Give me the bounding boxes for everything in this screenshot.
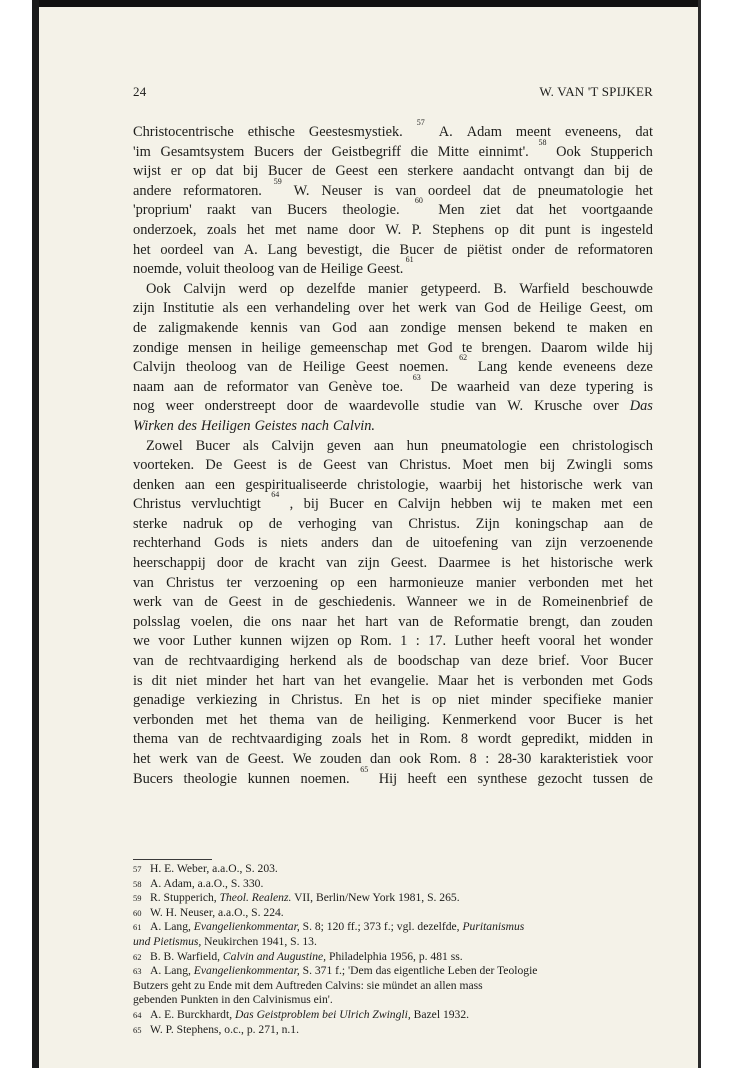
footnote-text bbox=[150, 950, 653, 965]
text-run: Philadelphia 1956, p. 481 ss. bbox=[326, 949, 463, 963]
text-line: Ook Calvijn werd op dezelfde manier getypeerd. B. Warfield beschouwde bbox=[146, 280, 653, 297]
footnote-text bbox=[150, 862, 653, 877]
footnote-ref: 59 bbox=[273, 176, 282, 186]
text-line: naam aan de reformator van Genève toe. 63 De waarheid van deze typering is bbox=[133, 378, 653, 398]
footnote bbox=[133, 906, 653, 921]
footnote-number: 60 bbox=[133, 907, 142, 918]
text-run: B. B. Warfield, bbox=[150, 949, 223, 963]
footnote-number: 65 bbox=[133, 1024, 142, 1035]
page-number: 24 bbox=[133, 84, 147, 99]
text-line: voorteken. De Geest is de Geest van Christus. Moet men bij Zwingli soms bbox=[133, 457, 653, 474]
footnote-number: 64 bbox=[133, 1009, 142, 1020]
text-line: wijst er op dat bij Bucer de Geest een sterkere aandacht ontvangt dan bij de bbox=[133, 163, 653, 180]
text-line: Wirken des Heiligen Geistes nach Calvin. bbox=[133, 417, 376, 434]
text-line: andere reformatoren. 59 W. Neuser is van oordeel dat de pneumatologie het bbox=[133, 182, 653, 202]
text-line: denken aan een gespiritualiseerde christologie, waarbij het historische werk van bbox=[133, 476, 653, 493]
text-line: Bucers theologie kunnen noemen. 65 Hij heeft een synthese gezocht tussen de bbox=[133, 770, 653, 790]
text-line: Zowel Bucer als Calvijn geven aan hun pneumatologie een christologisch bbox=[146, 437, 653, 454]
text-run: R. Stupperich, bbox=[150, 891, 220, 905]
text-line: Christus vervluchtigt 64 , bij Bucer en Calvijn hebben wij te maken met een bbox=[133, 495, 653, 515]
footnote-text bbox=[150, 891, 653, 906]
footnote bbox=[133, 1023, 653, 1038]
text-line: heerschappij door de kracht van zijn Geest. Daarmee is het historische werk bbox=[133, 555, 653, 572]
scan-border-top bbox=[32, 0, 701, 7]
footnote bbox=[133, 862, 653, 877]
text-line: de zaligmakende kennis van God aan zondige mensen bekend te maken en bbox=[133, 319, 653, 336]
text-run: Bazel 1932. bbox=[410, 1007, 470, 1021]
italic-text: Puritanismus bbox=[462, 920, 525, 934]
italic-text: Das Geistproblem bei Ulrich Zwingli, bbox=[235, 1007, 411, 1021]
footnote-number: 61 bbox=[133, 922, 142, 933]
text-line: 'im Gesamtsystem Bucers der Geistbegriff die Mitte einnimt'. 58 Ook Stupperich bbox=[133, 143, 653, 163]
footnote-ref: 63 bbox=[412, 372, 421, 382]
text-run: Neukirchen 1941, S. 13. bbox=[201, 934, 317, 948]
footnote bbox=[133, 891, 653, 906]
text-run: A. Adam, a.a.O., S. 330. bbox=[150, 876, 264, 890]
footnote-ref: 64 bbox=[271, 490, 280, 500]
footnote-text bbox=[150, 877, 653, 892]
text-line: zondige mensen in heilige gemeenschap met God te brengen. Daarom wilde hij bbox=[133, 339, 653, 356]
text-line: noemde, voluit theoloog van de Heilige Geest. 61 bbox=[133, 260, 653, 280]
footnote-ref: 57 bbox=[416, 118, 425, 127]
italic-text: Calvin and Augustine, bbox=[222, 949, 327, 963]
footnotes bbox=[133, 862, 653, 1037]
text-line: sterke nadruk op de verhoging van Christus. Zijn koningschap aan de bbox=[133, 515, 653, 532]
text-run: VII, Berlin/New York 1981, S. 265. bbox=[291, 891, 460, 905]
text-run: W. H. Neuser, a.a.O., S. 224. bbox=[150, 905, 284, 919]
text-run: H. E. Weber, a.a.O., S. 203. bbox=[150, 862, 278, 875]
footnote bbox=[133, 920, 653, 935]
text-line: nog weer onderstreept door de waardevolle studie van W. Krusche over Das bbox=[133, 398, 653, 415]
footnote-number: 63 bbox=[133, 966, 142, 977]
footnote-ref: 58 bbox=[538, 137, 547, 147]
footnote-continuation bbox=[133, 979, 653, 994]
text-run: W. P. Stephens, o.c., p. 271, n.1. bbox=[150, 1022, 300, 1036]
text-line: is dit niet minder het hart van het evangelie. Maar het is verbonden met Gods bbox=[133, 672, 653, 689]
footnote bbox=[133, 950, 653, 965]
italic-text: Theol. Realenz. bbox=[219, 891, 292, 905]
text-line: het werk van de Geest. We zouden dan ook Rom. 8 : 28-30 karakteristiek voor bbox=[133, 751, 653, 767]
scan-border-left bbox=[32, 0, 39, 1068]
text-line: genadige verkiezing in Christus. En het is op niet minder specifieke manier bbox=[133, 692, 653, 709]
footnote-rule bbox=[133, 859, 212, 860]
footnote-ref: 60 bbox=[414, 196, 423, 206]
italic-text: Evangelienkommentar, bbox=[193, 964, 300, 978]
footnote-continuation bbox=[133, 993, 653, 1008]
footnote-text bbox=[150, 906, 653, 921]
footnote-text bbox=[150, 964, 653, 979]
text-line: van de rechtvaardiging herkend als de boodschap van deze brief. Voor Bucer bbox=[133, 653, 653, 670]
body-text bbox=[133, 118, 653, 789]
footnote-number: 59 bbox=[133, 893, 142, 904]
footnote-ref: 61 bbox=[405, 255, 414, 265]
footnote-text bbox=[150, 1023, 653, 1038]
text-run: S. 371 f.; 'Dem das eigentliche Leben der Teologie bbox=[299, 964, 538, 978]
text-line: werk van de Geest in de geschiedenis. Wanneer we in de Romeinenbrief de bbox=[133, 594, 653, 611]
footnote-number: 57 bbox=[133, 864, 142, 874]
italic-text: und Pietismus, bbox=[133, 934, 202, 948]
text-line: thema van de rechtvaardiging zoals het in Rom. 8 wordt gepredikt, midden in bbox=[133, 731, 653, 748]
footnote bbox=[133, 964, 653, 979]
text-line: van Christus ter verzoening op een harmonieuze manier verbonden met het bbox=[133, 574, 653, 591]
footnote-text bbox=[150, 920, 653, 935]
text-run: Butzers geht zu Ende mit dem Auftreden Calvins: sie mündet an allen mass bbox=[133, 978, 483, 992]
text-line: onderzoek, zoals het met name door W. P. Stephens op dit punt is ingesteld bbox=[133, 221, 653, 238]
text-line: polsslag voelen, die ons naar het hart van de Reformatie brengt, dan zouden bbox=[133, 613, 653, 630]
text-line: Christocentrische ethische Geestesmystiek. 57 A. Adam meent eveneens, dat bbox=[133, 123, 653, 143]
text-run: A. Lang, bbox=[150, 920, 194, 934]
text-line: rechterhand Gods is niets anders dan de uitoefening van zijn verzoenende bbox=[133, 535, 653, 552]
text-line: we voor Luther kunnen wijzen op Rom. 1 : 17. Luther heeft vooral het wonder bbox=[133, 633, 653, 650]
running-head-author: W. VAN 'T SPIJKER bbox=[539, 84, 653, 99]
italic-text: Evangelienkommentar, bbox=[193, 920, 300, 934]
text-run: A. E. Burckhardt, bbox=[150, 1007, 236, 1021]
text-line: verbonden met het thema van de heiliging. Kenmerkend voor Bucer is het bbox=[133, 711, 653, 728]
text-run: gebenden Punkten in den Calvinismus ein'. bbox=[133, 993, 333, 1007]
footnote bbox=[133, 877, 653, 892]
footnote-ref: 65 bbox=[360, 764, 369, 774]
footnote-continuation bbox=[133, 935, 653, 950]
text-run: A. Lang, bbox=[150, 964, 194, 978]
footnote bbox=[133, 1008, 653, 1023]
text-line: Calvijn theoloog van de Heilige Geest noemen. 62 Lang kende eveneens deze bbox=[133, 358, 653, 378]
scan-border-right bbox=[698, 0, 701, 1068]
footnote-number: 58 bbox=[133, 878, 142, 889]
text-run: S. 8; 120 ff.; 373 f.; vgl. dezelfde, bbox=[299, 920, 463, 934]
text-line: zijn Institutie als een verhandeling over het werk van God de Heilige Geest, om bbox=[133, 300, 653, 317]
text-line: 'proprium' raakt van Bucers theologie. 60 Men ziet dat het voortgaande bbox=[133, 201, 653, 221]
footnote-text bbox=[150, 1008, 653, 1023]
text-line: het oordeel van A. Lang bevestigt, die Bucer de piëtist onder de reformatoren bbox=[133, 241, 653, 258]
footnote-number: 62 bbox=[133, 951, 142, 962]
footnote-ref: 62 bbox=[459, 353, 468, 363]
